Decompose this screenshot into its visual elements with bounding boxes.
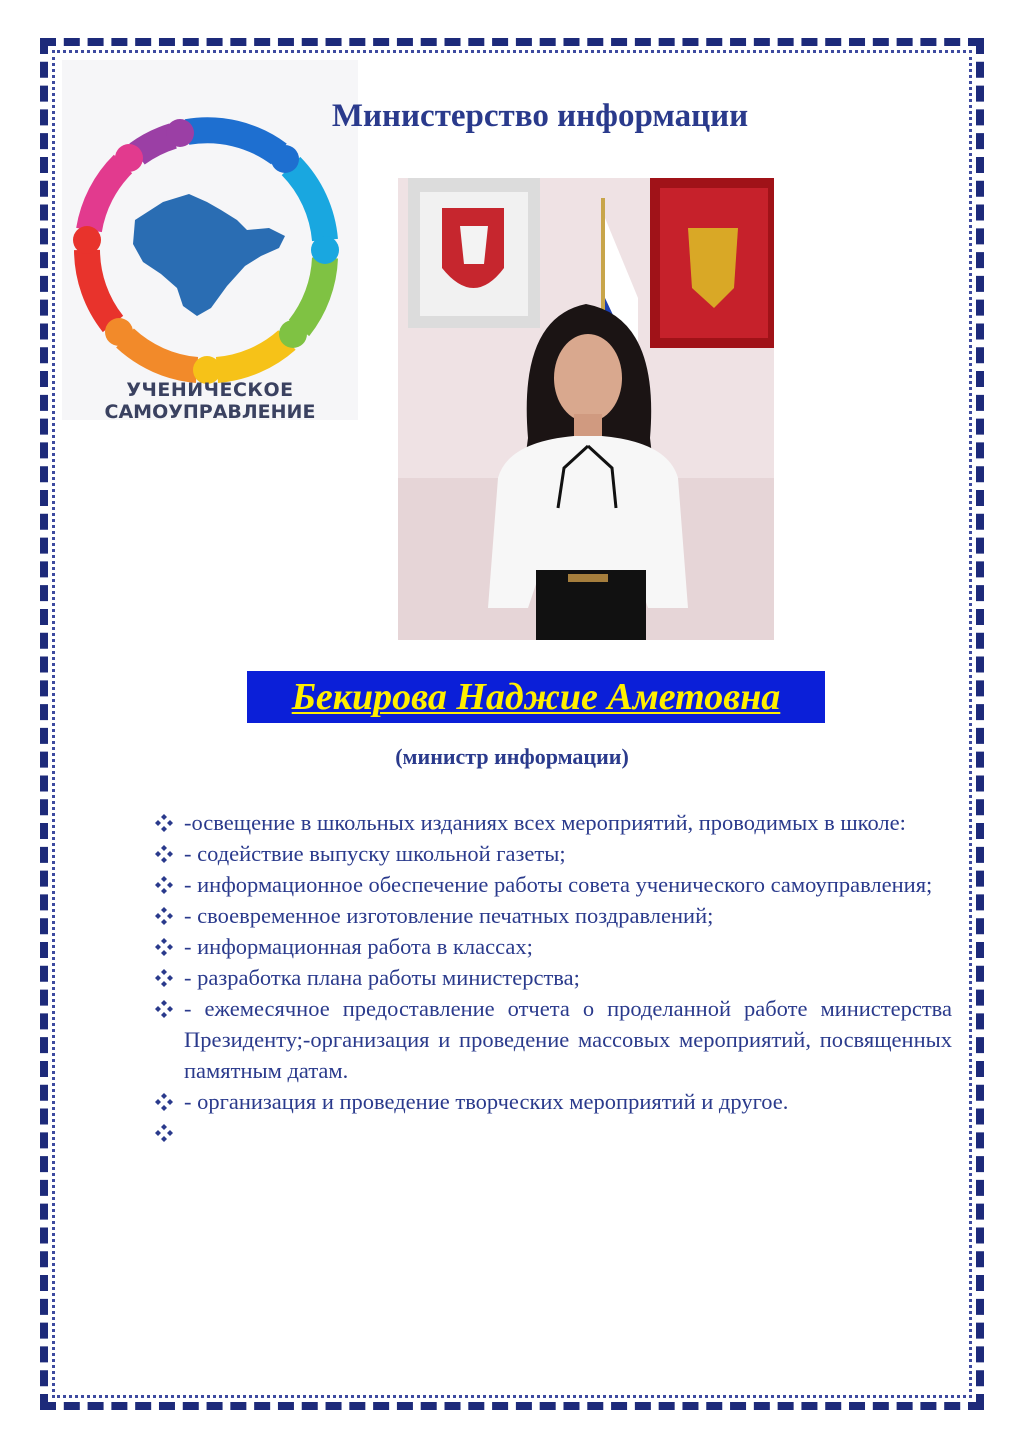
duty-text: - своевременное изготовление печатных поздравлений; — [184, 903, 714, 928]
list-item — [152, 869, 952, 900]
list-item — [152, 993, 952, 1086]
list-item — [152, 962, 952, 993]
logo-caption-line2: САМОУПРАВЛЕНИЕ — [104, 401, 316, 420]
duty-text: - содействие выпуску школьной газеты; — [184, 841, 566, 866]
duty-text: - информационная работа в классах; — [184, 934, 533, 959]
diamond-bullet-icon — [152, 845, 176, 863]
list-item — [152, 807, 952, 838]
duties-list — [152, 807, 952, 1148]
diamond-bullet-icon — [152, 938, 176, 956]
duty-text: - информационное обеспечение работы совета ученического самоуправления; — [184, 872, 933, 897]
duty-text: -освещение в школьных изданиях всех мероприятий, проводимых в школе: — [184, 810, 906, 835]
diamond-bullet-icon — [152, 876, 176, 894]
minister-name: Бекирова Наджие Аметовна — [291, 676, 781, 718]
page-title: Министерство информации — [331, 98, 749, 134]
list-item — [152, 900, 952, 931]
diamond-bullet-icon — [152, 1124, 176, 1142]
diamond-bullet-icon — [152, 907, 176, 925]
duty-text: - разработка плана работы министерства; — [184, 965, 580, 990]
list-item — [152, 838, 952, 869]
diamond-bullet-icon — [152, 969, 176, 987]
logo-caption-line1: УЧЕНИЧЕСКОЕ — [126, 379, 294, 401]
minister-photo — [398, 178, 774, 640]
diamond-bullet-icon — [152, 1000, 176, 1018]
list-item — [152, 1086, 952, 1117]
duty-text: - организация и проведение творческих мероприятий и другое. — [184, 1089, 789, 1114]
minister-role: (министр информации) — [395, 744, 629, 769]
list-item — [152, 931, 952, 962]
diamond-bullet-icon — [152, 1093, 176, 1111]
name-banner — [247, 671, 825, 723]
diamond-bullet-icon — [152, 814, 176, 832]
duty-text: - ежемесячное предоставление отчета о проделанной работе министерства Президенту;-организация и проведение массовых мероприятий, посвященных памятным датам. — [184, 996, 952, 1083]
list-item — [152, 1117, 952, 1148]
photo-graphic — [398, 178, 774, 640]
